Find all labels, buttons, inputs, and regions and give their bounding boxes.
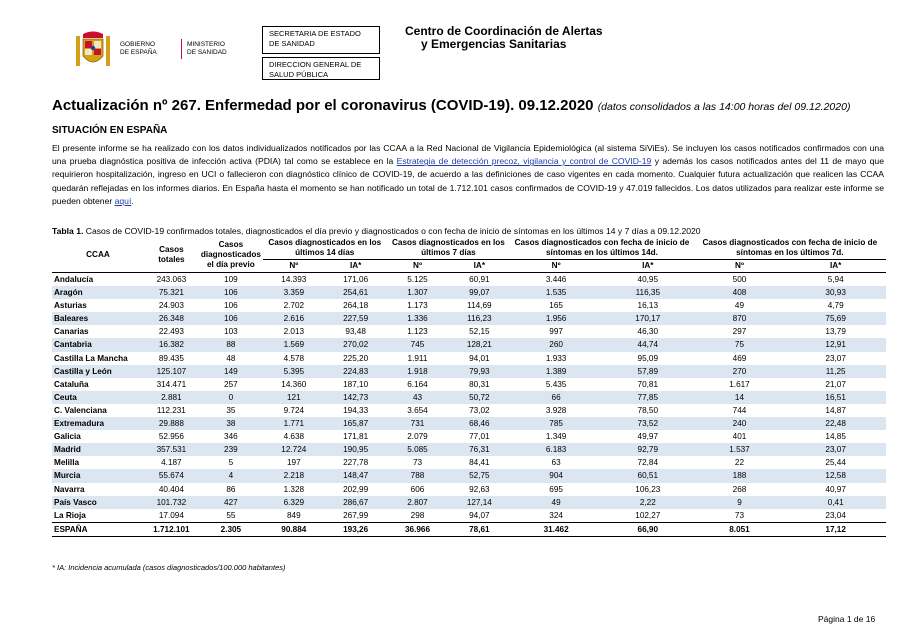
table-cell: 26.348 (144, 312, 199, 325)
table-cell: 171,06 (343, 275, 369, 284)
ccaa-name: Baleares (52, 312, 144, 325)
table-cell: 101.732 (144, 496, 199, 509)
gobierno-text: GOBIERNO DE ESPAÑA (120, 41, 157, 56)
ccaa-name: Aragón (52, 286, 144, 299)
table-cell: 22 (734, 458, 745, 468)
ccaa-name: Ceuta (52, 391, 144, 404)
ccaa-name: Cantabria (52, 338, 144, 351)
ccaa-name: Madrid (52, 443, 144, 456)
cases-table (52, 236, 886, 537)
table-cell: 408 (694, 286, 786, 299)
table-cell: 188 (694, 469, 786, 482)
table-cell: 1.535 (510, 286, 602, 299)
table-cell: 239 (199, 443, 263, 456)
table-cell: 9.724 (283, 405, 305, 415)
table-cell: 68,46 (448, 417, 510, 430)
table-cell: 14 (694, 391, 786, 404)
table-cell: 1.918 (387, 365, 449, 378)
total-cell: 17,12 (785, 522, 886, 536)
table-cell: 4.187 (161, 458, 182, 468)
table-cell: 35 (226, 405, 236, 415)
ccaa-name: C. Valenciana (54, 405, 107, 415)
table-row (52, 391, 886, 404)
table-cell: 103 (224, 327, 238, 337)
table-cell: 240 (694, 417, 786, 430)
table-cell: 745 (387, 338, 449, 351)
total-row (52, 522, 886, 536)
table-cell: 2.616 (263, 312, 325, 325)
table-cell: 52,15 (469, 327, 490, 337)
table-cell: 3.654 (407, 405, 428, 415)
table-cell: 55 (226, 510, 236, 520)
total-cell: 78,61 (448, 522, 510, 536)
header-total: Casos totales (144, 236, 199, 273)
table-cell: 324 (549, 510, 563, 520)
table-cell: 5,94 (827, 275, 844, 284)
table-cell: 4.638 (283, 432, 305, 442)
table-cell: 2,22 (602, 496, 694, 509)
table-cell: 904 (510, 469, 602, 482)
table-cell: 1.349 (545, 432, 567, 442)
table-caption: Tabla 1. Casos de COVID-19 confirmados totales, diagnosticados el día previo y diagnosticados o con fecha de inicio de síntomas en los últimos 14 y 7 días a 09.12.2020 (52, 226, 701, 236)
table-cell: 2.218 (263, 469, 325, 482)
table-cell: 270 (694, 365, 786, 378)
table-cell: 125.107 (144, 365, 199, 378)
table-row (52, 509, 886, 523)
ccaa-name: Canarias (54, 327, 89, 337)
table-cell: 75,69 (785, 312, 886, 325)
table-cell: 5.395 (263, 365, 325, 378)
table-cell: 142,73 (325, 391, 387, 404)
table-cell: 77,85 (602, 391, 694, 404)
table-cell: 2.881 (144, 391, 199, 404)
table-cell: 149 (199, 365, 263, 378)
table-cell: 78,50 (637, 405, 659, 415)
table-cell: 0 (199, 391, 263, 404)
table-row (52, 338, 886, 351)
table-cell: 63 (551, 458, 561, 468)
ccaa-name: País Vasco (52, 496, 144, 509)
table-cell: 30,93 (785, 286, 886, 299)
table-cell: 43 (387, 391, 449, 404)
report-subtitle: (datos consolidados a las 14:00 horas del 09.12.2020) (597, 101, 851, 113)
table-cell: 52.956 (158, 432, 184, 442)
table-cell: 94,01 (469, 353, 490, 363)
centro-coordinacion: Centro de Coordinación de Alertas y Emergencias Sanitarias (405, 24, 603, 51)
table-cell: 1.173 (407, 301, 428, 311)
table-cell: 1.933 (545, 353, 567, 363)
table-cell: 77,01 (469, 432, 490, 442)
table-cell: 17.094 (158, 510, 184, 520)
table-cell: 9 (694, 496, 786, 509)
table-cell: 997 (549, 327, 563, 337)
table-cell: 4 (199, 469, 263, 482)
logo-divider (181, 39, 182, 59)
table-cell: 268 (732, 484, 747, 494)
table-cell: 270,02 (325, 338, 387, 351)
table-cell: 76,31 (448, 443, 510, 456)
table-row (52, 430, 886, 443)
table-cell: 1.617 (729, 379, 750, 389)
table-cell: 127,14 (448, 496, 510, 509)
table-cell: 84,41 (469, 458, 490, 468)
table-row (52, 469, 886, 482)
table-cell: 695 (549, 484, 563, 494)
table-cell: 50,72 (448, 391, 510, 404)
table-row (52, 325, 886, 338)
table-cell: 1.307 (387, 286, 449, 299)
table-row (52, 378, 886, 391)
table-cell: 106,23 (635, 484, 661, 494)
total-cell: 90.884 (263, 522, 325, 536)
header-ccaa: CCAA (52, 236, 144, 273)
table-cell: 1.569 (263, 338, 325, 351)
table-cell: 606 (410, 484, 425, 494)
table-cell: 114,69 (467, 301, 492, 311)
table-cell: 1.911 (407, 353, 428, 363)
table-row (52, 352, 886, 365)
table-cell: 5 (228, 458, 234, 468)
table-cell: 60,51 (602, 469, 694, 482)
table-cell: 401 (732, 432, 747, 442)
table-cell: 23,07 (785, 443, 886, 456)
data-link[interactable]: aquí (114, 195, 132, 206)
table-cell: 2.807 (387, 496, 449, 509)
table-cell: 197 (286, 458, 301, 468)
coat-of-arms-icon (74, 30, 112, 70)
table-cell: 260 (510, 338, 602, 351)
table-cell: 92,63 (469, 484, 490, 494)
ccaa-name: La Rioja (54, 510, 86, 520)
table-cell: 16,51 (785, 391, 886, 404)
table-cell: 128,21 (448, 338, 510, 351)
ministerio-text: MINISTERIO DE SANIDAD (187, 41, 227, 56)
table-cell: 93,48 (345, 327, 366, 337)
table-cell: 187,10 (343, 379, 369, 389)
table-cell: 40.404 (158, 484, 184, 494)
table-cell: 29.888 (144, 417, 199, 430)
table-cell: 243.063 (156, 275, 187, 284)
table-cell: 66 (510, 391, 602, 404)
table-cell: 46,30 (637, 327, 659, 337)
ccaa-name: Castilla y León (52, 365, 144, 378)
table-cell: 11,25 (785, 365, 886, 378)
total-cell: 193,26 (325, 522, 387, 536)
table-cell: 6.164 (407, 379, 428, 389)
table-row (52, 312, 886, 325)
table-cell: 16,13 (637, 301, 659, 311)
table-row (52, 443, 886, 456)
table-cell: 202,99 (343, 484, 369, 494)
table-cell: 731 (387, 417, 449, 430)
ccaa-name: Cataluña (54, 379, 89, 389)
table-cell: 86 (226, 484, 236, 494)
table-cell: 148,47 (325, 469, 387, 482)
table-cell: 73 (734, 510, 745, 520)
table-cell: 75 (694, 338, 786, 351)
table-cell: 106 (199, 312, 263, 325)
table-cell: 106 (224, 301, 238, 311)
table-cell: 225,20 (343, 353, 369, 363)
total-cell: 8.051 (694, 522, 786, 536)
ccaa-name: Navarra (54, 484, 85, 494)
header-ia: IA* (785, 260, 886, 273)
table-cell: 21,07 (825, 379, 846, 389)
table-cell: 55.674 (144, 469, 199, 482)
header-ia: IA* (602, 260, 694, 273)
table-cell: 2.702 (283, 301, 305, 311)
table-cell: 44,74 (602, 338, 694, 351)
table-cell: 48 (226, 353, 236, 363)
page-number: Página 1 de 16 (818, 614, 876, 624)
ccaa-name: Galicia (54, 432, 81, 442)
table-row (52, 483, 886, 496)
table-cell: 75.321 (144, 286, 199, 299)
table-cell: 89.435 (158, 353, 184, 363)
table-cell: 70,81 (637, 379, 659, 389)
table-cell: 13,79 (825, 327, 846, 337)
table-cell: 22,48 (785, 417, 886, 430)
table-cell: 165,87 (325, 417, 387, 430)
table-cell: 0,41 (785, 496, 886, 509)
table-cell: 73,52 (602, 417, 694, 430)
table-cell: 171,81 (343, 432, 369, 442)
table-row (52, 365, 886, 378)
total-cell: 2.305 (199, 522, 263, 536)
header-14d: Casos diagnosticados en los últimos 14 días (263, 236, 387, 260)
table-row (52, 496, 886, 509)
table-cell: 267,99 (343, 510, 369, 520)
table-cell: 92,79 (602, 443, 694, 456)
table-cell: 57,89 (602, 365, 694, 378)
table-cell: 12,58 (785, 469, 886, 482)
header-ia: IA* (325, 260, 387, 273)
header-ia: IA* (448, 260, 510, 273)
table-cell: 38 (199, 417, 263, 430)
table-cell: 14,87 (825, 405, 846, 415)
table-cell: 25,44 (825, 458, 846, 468)
table-cell: 1.389 (510, 365, 602, 378)
table-cell: 4.578 (283, 353, 305, 363)
total-cell: ESPAÑA (52, 522, 144, 536)
table-cell: 88 (199, 338, 263, 351)
table-cell: 298 (410, 510, 425, 520)
table-cell: 14.360 (281, 379, 307, 389)
table-cell: 4,79 (827, 301, 844, 311)
ccaa-name: Murcia (52, 469, 144, 482)
table-cell: 3.928 (545, 405, 567, 415)
table-cell: 1.123 (407, 327, 428, 337)
table-cell: 6.329 (263, 496, 325, 509)
table-row (52, 273, 886, 287)
table-cell: 73 (412, 458, 423, 468)
table-cell: 190,95 (325, 443, 387, 456)
table-cell: 60,91 (469, 275, 490, 284)
table-cell: 14.393 (281, 275, 307, 284)
total-cell: 1.712.101 (144, 522, 199, 536)
intro-paragraph: El presente informe se ha realizado con los datos individualizados notificados por las CCAA a la Red Nacional de Vigilancia Epidemiológica (al sistema SiViEs). Se incluyen los casos notificados confirmados con una una prueba diagnóstica positiva de infección activa (PDIA) tal como se establece en la Estrategia de detección precoz, vigilancia y control de COVID-19 y además los casos notificados antes del 11 de mayo que requirieron hospitalización, ingreso en UCI o fallecieron con diagnóstico clínico de COVID-19, de acuerdo a las definiciones de caso vigentes en cada momento. Cualquier futura actualización que realicen las CCAA quedarán reflejadas en los informes diarios. En España hasta el momento se han notificado un total de 1.712.101 casos confirmados de COVID-19 y 47.019 fallecidos. Los datos utilizados para realizar este informe se pueden obtener aquí. (52, 143, 884, 206)
table-cell: 3.446 (545, 275, 567, 284)
header-n: Nº (694, 260, 786, 273)
table-cell: 227,78 (343, 458, 369, 468)
total-cell: 31.462 (510, 522, 602, 536)
table-cell: 1.956 (510, 312, 602, 325)
table-cell: 427 (199, 496, 263, 509)
ccaa-name: Asturias (54, 301, 87, 311)
table-row (52, 404, 886, 417)
table-cell: 5.435 (545, 379, 567, 389)
table-cell: 870 (694, 312, 786, 325)
table-cell: 264,18 (343, 301, 369, 311)
secretaria-box: SECRETARIA DE ESTADO DE SANIDAD (262, 26, 380, 54)
table-cell: 165 (549, 301, 563, 311)
table-cell: 23,07 (825, 353, 846, 363)
table-cell: 40,95 (637, 275, 659, 284)
table-cell: 52,75 (448, 469, 510, 482)
header-n: Nº (387, 260, 449, 273)
table-cell: 12.724 (263, 443, 325, 456)
table-cell: 1.336 (387, 312, 449, 325)
header-sym14: Casos diagnosticados con fecha de inicio de síntomas en los últimos 14d. (510, 236, 693, 260)
strategy-link[interactable]: Estrategia de detección precoz, vigilancia y control de COVID-19 (396, 156, 652, 167)
header-prev: Casos diagnosticados el día previo (199, 236, 263, 273)
table-cell: 79,93 (448, 365, 510, 378)
table-cell: 314.471 (156, 379, 187, 389)
table-cell: 3.359 (263, 286, 325, 299)
table-cell: 254,61 (325, 286, 387, 299)
table-cell: 16.382 (144, 338, 199, 351)
header-7d: Casos diagnosticados en los últimos 7 días (387, 236, 511, 260)
table-cell: 500 (732, 275, 747, 284)
table-cell: 744 (732, 405, 747, 415)
table-cell: 1.328 (283, 484, 305, 494)
ccaa-name: Andalucía (54, 275, 94, 284)
table-cell: 788 (387, 469, 449, 482)
table-cell: 116,35 (602, 286, 694, 299)
table-cell: 227,59 (325, 312, 387, 325)
table-cell: 224,83 (325, 365, 387, 378)
table-cell: 40,97 (825, 484, 846, 494)
table-cell: 2.013 (283, 327, 305, 337)
table-cell: 94,07 (469, 510, 490, 520)
table-cell: 849 (286, 510, 301, 520)
direccion-box: DIRECCION GENERAL DE SALUD PÚBLICA (262, 57, 380, 80)
table-cell: 357.531 (144, 443, 199, 456)
table-cell: 469 (732, 353, 747, 363)
table-cell: 23,04 (825, 510, 846, 520)
table-cell: 286,67 (325, 496, 387, 509)
table-footnote: * IA: Incidencia acumulada (casos diagnosticados/100.000 habitantes) (52, 563, 286, 572)
table-cell: 116,23 (448, 312, 510, 325)
header-n: Nº (510, 260, 602, 273)
table-cell: 49,97 (637, 432, 659, 442)
table-cell: 346 (224, 432, 238, 442)
table-cell: 194,33 (343, 405, 369, 415)
table-row (52, 456, 886, 469)
section-heading: SITUACIÓN EN ESPAÑA (52, 125, 168, 136)
table-cell: 49 (510, 496, 602, 509)
table-cell: 5.085 (387, 443, 449, 456)
table-cell: 49 (734, 301, 745, 311)
ccaa-name: Extremadura (52, 417, 144, 430)
table-row (52, 417, 886, 430)
total-cell: 36.966 (387, 522, 449, 536)
table-cell: 106 (199, 286, 263, 299)
table-row (52, 299, 886, 312)
gobierno-logo (52, 15, 242, 81)
table-cell: 5.125 (407, 275, 428, 284)
header-sym7: Casos diagnosticados con fecha de inicio de síntomas en los últimos 7d. (694, 236, 886, 260)
report-title: Actualización nº 267. Enfermedad por el coronavirus (COVID-19). 09.12.2020 (datos consolidados a las 14:00 horas del 09.12.2020) (52, 97, 851, 114)
total-cell: 66,90 (602, 522, 694, 536)
table-cell: 121 (263, 391, 325, 404)
table-cell: 297 (732, 327, 747, 337)
table-cell: 257 (224, 379, 238, 389)
table-cell: 73,02 (469, 405, 490, 415)
table-cell: 785 (510, 417, 602, 430)
table-cell: 102,27 (635, 510, 661, 520)
table-cell: 170,17 (602, 312, 694, 325)
table-cell: 12,91 (785, 338, 886, 351)
table-cell: 2.079 (407, 432, 428, 442)
header-n: Nº (263, 260, 325, 273)
table-cell: 22.493 (158, 327, 184, 337)
table-cell: 6.183 (510, 443, 602, 456)
table-cell: 109 (224, 275, 238, 284)
table-cell: 112.231 (156, 405, 186, 415)
table-cell: 1.537 (694, 443, 786, 456)
table-row (52, 286, 886, 299)
table-cell: 72,84 (637, 458, 659, 468)
table-cell: 80,31 (469, 379, 490, 389)
ccaa-name: Castilla La Mancha (54, 353, 128, 363)
table-cell: 99,07 (448, 286, 510, 299)
table-cell: 1.771 (263, 417, 325, 430)
ccaa-name: Melilla (54, 458, 80, 468)
table-cell: 14,85 (825, 432, 846, 442)
table-cell: 95,09 (637, 353, 659, 363)
table-cell: 24.903 (158, 301, 184, 311)
